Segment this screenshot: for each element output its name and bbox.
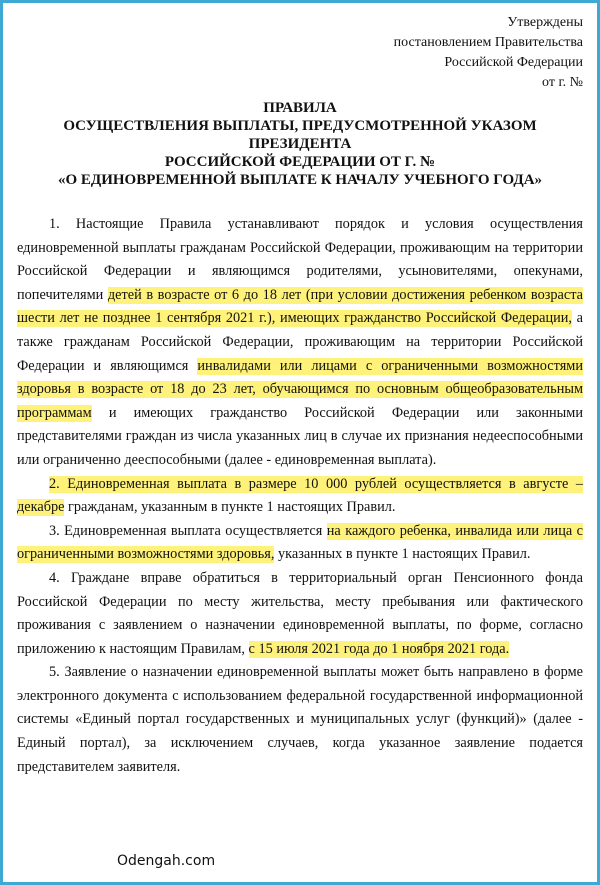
title-line: ПРЕЗИДЕНТА [248, 136, 352, 152]
document-body [17, 213, 583, 779]
title-line: ОСУЩЕСТВЛЕНИЯ ВЫПЛАТЫ, ПРЕДУСМОТРЕННОЙ УКАЗОМ [63, 118, 537, 134]
highlighted-text: 2. Единовременная выплата в размере 10 000 рублей осуществляется в августе – декабре [17, 475, 583, 516]
paragraph-3 [17, 520, 583, 567]
highlighted-text: на каждого ребенка, инвалида или лица с ограниченными возможностями здоровья, [17, 522, 583, 563]
title-line: «О ЕДИНОВРЕМЕННОЙ ВЫПЛАТЕ К НАЧАЛУ УЧЕБНОГО ГОДА» [57, 172, 543, 188]
document-title [17, 99, 583, 189]
title-line: РОССИЙСКОЙ ФЕДЕРАЦИИ ОТ Г. № [164, 154, 436, 170]
paragraph-4 [17, 567, 583, 661]
approval-stamp [394, 13, 583, 93]
paragraph-5 [17, 661, 583, 779]
paragraph-text: гражданам, указанным в пункте 1 настоящих Правил. [64, 499, 396, 516]
paragraph-text: и имеющих гражданство Российской Федерации или законными представителями граждан из числа указанных лиц в случае их признания недееспособными или ограниченно дееспособными (далее - единовременная выплата). [17, 404, 583, 468]
paragraph-text: 5. Заявление о назначении единовременной выплаты может быть направлено в форме электронного документа с использованием федеральной государственной информационной системы «Единый портал государственных и муниципальных услуг (функций)» (далее - Единый портал), за исключением случаев, когда указанное заявление подается представителем заявителя. [17, 664, 583, 775]
paragraph-text: указанных в пункте 1 настоящих Правил. [274, 546, 531, 563]
paragraph-text: а также гражданам Российской Федерации, проживающим на территории Российской Федерации и являющимся [17, 310, 584, 374]
title-line: ПРАВИЛА [263, 100, 337, 116]
approval-line: постановлением Правительства [393, 35, 583, 50]
paragraph-text: 1. Настоящие Правила устанавливают порядок и условия осуществления единовременной выплаты гражданам Российской Федерации, проживающим на территории Российской Федерации и являющимся родителями, усыновителями, опекунами, попечителями [17, 216, 583, 303]
approval-line: от г. № [542, 75, 583, 90]
paragraph-1 [17, 213, 583, 473]
approval-line: Российской Федерации [444, 55, 583, 70]
paragraph-text: 4. Граждане вправе обратиться в территориальный орган Пенсионного фонда Российской Федерации по месту жительства, месту пребывания или фактического проживания с заявлением о назначении единовременной выплаты, по форме, согласно приложению к настоящим Правилам, [17, 569, 583, 657]
paragraph-text: 3. Единовременная выплата осуществляется [49, 522, 327, 539]
highlighted-text: детей в возрасте от 6 до 18 лет (при условии достижения ребенком возраста шести лет не позднее 1 сентября 2021 г.), имеющих гражданство Российской Федерации, [17, 286, 583, 327]
highlighted-text: с 15 июля 2021 года до 1 ноября 2021 года. [248, 640, 510, 657]
highlighted-text: инвалидами или лицами с ограниченными возможностями здоровья в возрасте от 18 до 23 лет, обучающимся по основным общеобразовательным программам [17, 357, 583, 421]
approval-line: Утверждены [507, 15, 583, 30]
paragraph-2 [17, 473, 583, 520]
watermark: Odengah.com [117, 853, 216, 869]
